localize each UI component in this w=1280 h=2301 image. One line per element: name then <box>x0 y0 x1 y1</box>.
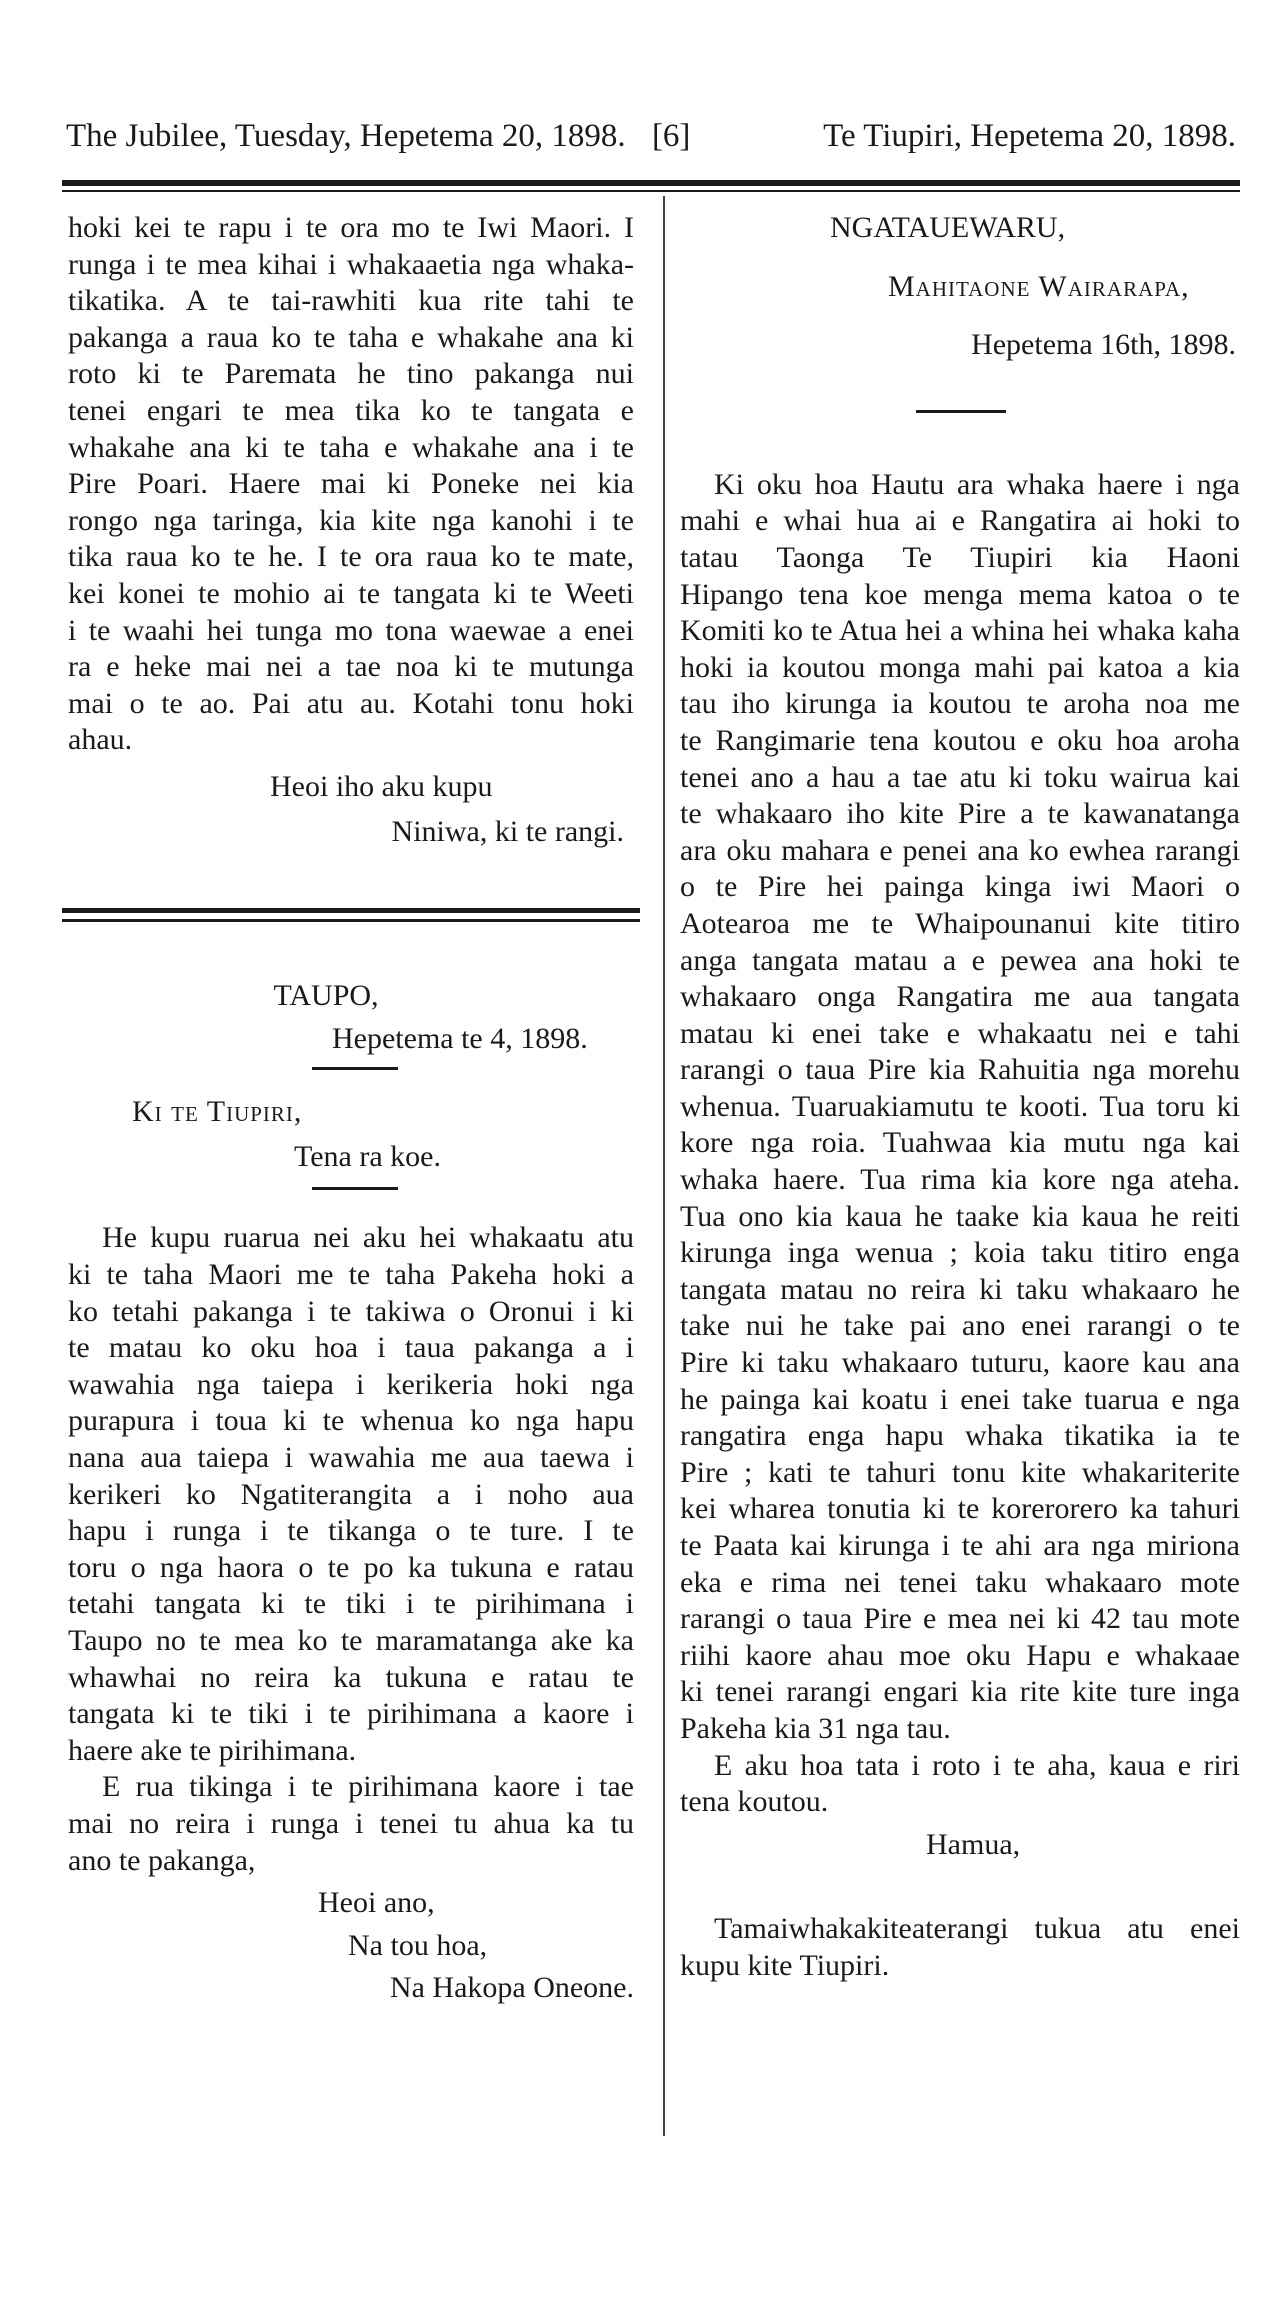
short-rule <box>916 410 1006 413</box>
text-line: kupu kite Tiupiri. <box>680 1948 890 1982</box>
text-line: whakahe ana ki te taha e whakahe ana i te <box>68 430 634 464</box>
text-line: mahi e whai hua ai e Rangatira ai hoki to <box>680 504 1240 538</box>
header-rule-thin <box>62 190 1240 192</box>
letter-friend: Na tou hoa, <box>348 1928 488 1962</box>
text-line: ko tetahi pakanga i te takiwa o Oronui i ki <box>68 1294 634 1328</box>
letter-paragraph-2 <box>68 1769 634 1879</box>
text-line: te Paata kai kirunga i te ahi ara nga miriona <box>680 1529 1240 1562</box>
text-line: anga tangata matau a e pewea ana hoki te <box>680 943 1240 977</box>
text-line: riihi kaore ahau moe oku Hapu e whakaae <box>680 1638 1240 1672</box>
text-line: i te waahi hei tunga mo tona waewae a enei <box>68 613 634 647</box>
letter-footer <box>680 1911 1240 1984</box>
column-separator <box>663 196 665 2136</box>
text-line: rarangi o taua Pire e mea nei ki 42 tau mote <box>680 1602 1240 1636</box>
closing-line: Heoi iho aku kupu <box>270 769 493 803</box>
text-line: Pakeha kia 31 nga tau. <box>680 1711 951 1745</box>
short-rule <box>312 1067 398 1070</box>
text-line: rangatira enga hapu whaka tikatika ia te <box>680 1419 1240 1453</box>
text-line: purapura i toua ki te whenua ko nga hapu <box>68 1404 634 1438</box>
text-line: te matau ko oku hoa i taua pakanga a i <box>68 1331 634 1365</box>
text-line: te Rangimarie tena koutou e oku hoa aroha <box>680 723 1240 757</box>
text-line: tika raua ko te he. I te ora raua ko te mate, <box>68 540 634 574</box>
letter-closing: Heoi ano, <box>318 1886 435 1920</box>
text-line: ara oku mahara e penei ana ko ewhea rarangi <box>680 833 1240 867</box>
text-line: wawahia nga taiepa i kerikeria hoki nga <box>68 1367 634 1401</box>
right-column <box>680 210 1240 1985</box>
text-line: roto ki te Paremata he tino pakanga nui <box>68 357 634 391</box>
text-line: tetahi tangata ki te tiki i te pirihimana i <box>68 1587 634 1621</box>
header-left-text: The Jubilee, Tuesday, Hepetema 20, 1898. <box>66 118 626 154</box>
text-line: tenei ano a hau a tae atu ki toku wairua kai <box>680 760 1240 794</box>
text-line: rongo nga taringa, kia kite nga kanohi i te <box>68 503 634 537</box>
text-line: he painga kai koatu i enei take tuarua e nga <box>680 1382 1240 1416</box>
text-line: kei konei te mohio ai te tangata ki te Weeti <box>68 576 634 610</box>
text-line: mai o te ao. Pai atu au. Kotahi tonu hoki <box>68 686 634 720</box>
text-line: E rua tikinga i te pirihimana kaore i tae <box>102 1770 634 1804</box>
text-line: ano te pakanga, <box>68 1843 256 1877</box>
text-line: hoki ia koutou monga mahi pai katoa a kia <box>680 650 1240 684</box>
text-line: Pire ki taku whakaaro tuturu, kaore kau ana <box>680 1346 1240 1380</box>
letter-place: NGATAUEWARU, <box>830 211 1066 244</box>
text-line: mai no reira i runga i tenei tu ahua ka tu <box>68 1806 634 1840</box>
header-left <box>66 118 690 155</box>
section-double-rule <box>62 908 640 922</box>
text-line: ahau. <box>68 723 133 757</box>
text-line: tangata matau no reira ki taku whakaaro he <box>680 1272 1240 1306</box>
letter-place: TAUPO, <box>273 979 379 1013</box>
text-line: ki tenei rarangi engari kia rite kite ture inga <box>680 1675 1240 1709</box>
letter-district: Mahitaone Wairarapa, <box>888 269 1190 303</box>
text-line: haere ake te pirihimana. <box>68 1733 357 1767</box>
page-header <box>66 118 1236 162</box>
text-line: runga i te mea kihai i whakaaetia nga whaka- <box>68 247 634 281</box>
letter-date: Hepetema 16th, 1898. <box>971 328 1236 362</box>
text-line: matau ki enei take e whakaatu nei e tahi <box>680 1016 1240 1050</box>
text-line: Hipango tena koe menga mema katoa o te <box>680 577 1240 611</box>
header-rule-thick <box>62 180 1240 186</box>
letter-addressee: Ki te Tiupiri, <box>132 1095 303 1129</box>
letter-body <box>680 467 1240 1748</box>
text-line: Tua ono kia kaua he taake kia kaua he reiti <box>680 1199 1240 1233</box>
text-line: Pire ; kati te tahuri tonu kite whakariterite <box>680 1455 1240 1489</box>
text-line: o te Pire hei painga kinga iwi Maori o <box>680 870 1240 904</box>
text-line: nana aua taiepa i wawahia me aua taewa i <box>68 1441 634 1475</box>
text-line: rarangi o taua Pire kia Rahuitia nga morehu <box>680 1053 1240 1087</box>
signature: Niniwa, ki te rangi. <box>391 814 624 848</box>
text-line: Pire Poari. Haere mai ki Poneke nei kia <box>68 467 634 501</box>
page-number: [6] <box>651 118 691 154</box>
text-line: kore nga roia. Tuahwaa kia mutu nga kai <box>680 1126 1240 1160</box>
text-line: pakanga a raua ko te taha e whakahe ana ki <box>68 320 634 354</box>
text-line: Ki oku hoa Hautu ara whaka haere i nga <box>714 467 1240 501</box>
text-line: te whakaaro iho kite Pire a te kawanatanga <box>680 797 1240 831</box>
text-line: Tamaiwhakakiteaterangi tukua atu enei <box>714 1912 1240 1946</box>
header-right: Te Tiupiri, Hepetema 20, 1898. <box>823 118 1236 154</box>
letter-signature: Na Hakopa Oneone. <box>389 1971 634 2005</box>
text-line: kerikeri ko Ngatiterangita a i noho aua <box>68 1477 634 1511</box>
text-line: tangata ki te tiki i te pirihimana a kaore i <box>68 1697 634 1731</box>
text-line: tatau Taonga Te Tiupiri kia Haoni <box>680 540 1240 574</box>
letter-date: Hepetema te 4, 1898. <box>332 1021 588 1055</box>
text-line: kirunga inga wenua ; koia taku titiro enga <box>680 1236 1240 1270</box>
text-line: whaka haere. Tua rima kia kore nga ateha. <box>680 1163 1240 1197</box>
text-line: whakaaro onga Rangatira me aua tangata <box>680 980 1240 1014</box>
text-line: eka e rima nei tenei taku whakaaro mote <box>680 1565 1240 1599</box>
text-line: tau iho kirunga ia koutou te aroha noa me <box>680 687 1240 721</box>
text-line: ki te taha Maori me te taha Pakeha hoki a <box>68 1258 634 1292</box>
text-line: toru o nga haora o te po ka tukuna e ratau <box>68 1550 634 1584</box>
text-line: take nui he take pai ano enei rarangi o te <box>680 1309 1240 1343</box>
text-line: tenei engari te mea tika ko te tangata e <box>68 393 634 427</box>
text-line: He kupu ruarua nei aku hei whakaatu atu <box>102 1221 634 1255</box>
text-line: whenua. Tuaruakiamutu te kooti. Tua toru ki <box>680 1089 1240 1123</box>
short-rule <box>312 1187 398 1190</box>
letter-paragraph-1 <box>68 1220 634 1769</box>
letter-signature: Hamua, <box>926 1827 1021 1861</box>
text-line: tikatika. A te tai-rawhiti kua rite tahi te <box>68 284 634 318</box>
intro-paragraph <box>68 210 634 759</box>
text-line: Komiti ko te Atua hei a whina hei whaka kaha <box>680 614 1240 648</box>
text-line: hoki kei te rapu i te ora mo te Iwi Maori. I <box>68 211 634 244</box>
text-line: kei wharea tonutia ki te korerorero ka tahuri <box>680 1492 1240 1526</box>
text-line: hapu i runga i te tikanga o te ture. I te <box>68 1514 634 1548</box>
letter-paragraph-2 <box>680 1748 1240 1821</box>
left-column <box>68 210 634 2007</box>
text-line: Aotearoa me te Whaipounanui kite titiro <box>680 906 1240 940</box>
text-line: E aku hoa tata i roto i te aha, kaua e riri <box>714 1748 1240 1782</box>
text-line: ra e heke mai nei a tae noa ki te mutunga <box>68 650 634 684</box>
text-line: Taupo no te mea ko te maramatanga ake ka <box>68 1624 634 1657</box>
text-line: tena koutou. <box>680 1785 829 1819</box>
text-line: whawhai no reira ka tukuna e ratau te <box>68 1660 634 1694</box>
letter-greeting: Tena ra koe. <box>294 1139 441 1173</box>
